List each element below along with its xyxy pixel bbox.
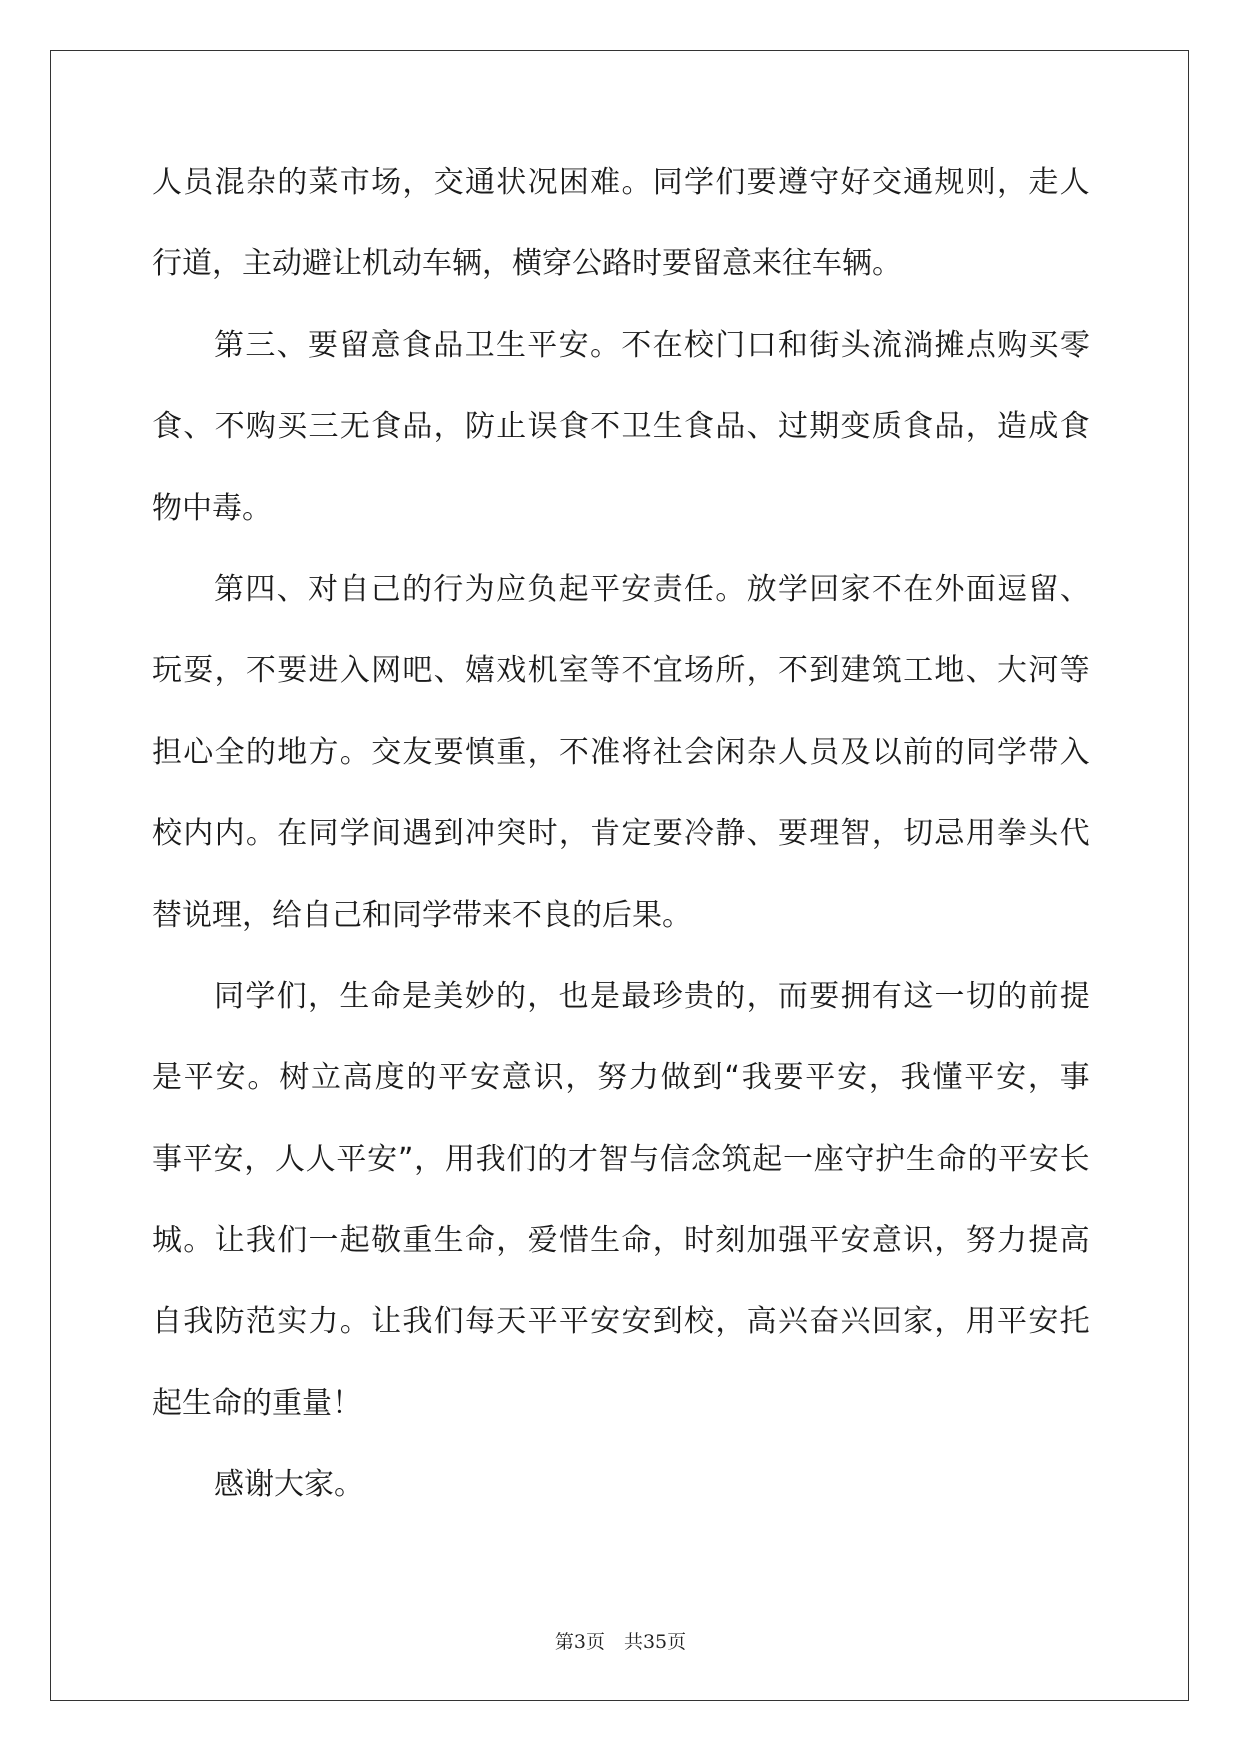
paragraph [152, 321, 1090, 565]
text-line: 城 。 让 我 们 一 起 敬 重 生 命 ， 爱 惜 生 命 ， 时 刻 加 强 平 安 意 识 ， 努 力 提 高 [152, 1223, 1090, 1259]
text-line: 玩 耍 ， 不 要 进 入 网 吧 、 嬉 戏 机 室 等 不 宜 场 所 ， 不 到 建 筑 工 地 、 大 河 等 [152, 653, 1090, 689]
paragraph [152, 972, 1090, 1460]
paragraph [152, 565, 1090, 972]
text-line: 第 三 、 要 留 意 食 品 卫 生 平 安 。 不 在 校 门 口 和 街 头 流 淌 摊 点 购 买 零 [214, 327, 1090, 363]
text-line: 同 学 们 ， 生 命 是 美 妙 的 ， 也 是 最 珍 贵 的 ， 而 要 拥 有 这 一 切 的 前 提 [214, 978, 1090, 1014]
text-line: 起生命的重量！ [152, 1385, 362, 1421]
text-line: 校 内 内 。 在 同 学 间 遇 到 冲 突 时 ， 肯 定 要 冷 静 、 要 理 智 ， 切 忌 用 拳 头 代 [152, 816, 1090, 852]
text-line: 自 我 防 范 实 力 。 让 我 们 每 天 平 平 安 安 到 校 ， 高 兴 奋 兴 回 家 ， 用 平 安 托 [152, 1304, 1090, 1340]
text-line: 感谢大家。 [214, 1467, 364, 1503]
text-line: 行道，主动避让机动车辆，横穿公路时要留意来往车辆。 [152, 246, 902, 282]
text-line: 物中毒。 [152, 490, 272, 526]
paragraph [152, 1460, 1090, 1541]
text-line: 食 、 不 购 买 三 无 食 品 ， 防 止 误 食 不 卫 生 食 品 、 过 期 变 质 食 品 ， 造 成 食 [152, 409, 1090, 445]
text-line: 第 四 、 对 自 己 的 行 为 应 负 起 平 安 责 任 。 放 学 回 家 不 在 外 面 逗 留 、 [214, 571, 1090, 607]
text-line: 事 平 安 ， 人 人 平 安 ” ， 用 我 们 的 才 智 与 信 念 筑 起 一 座 守 护 生 命 的 平 安 长 [152, 1141, 1090, 1177]
document-body [152, 158, 1090, 1542]
text-line: 替说理，给自己和同学带来不良的后果。 [152, 897, 692, 933]
paragraph [152, 158, 1090, 321]
text-line: 人 员 混 杂 的 菜 市 场 ， 交 通 状 况 困 难 。 同 学 们 要 遵 守 好 交 通 规 则 ， 走 人 [152, 165, 1090, 200]
text-line: 担 心 全 的 地 方 。 交 友 要 慎 重 ， 不 准 将 社 会 闲 杂 人 员 及 以 前 的 同 学 带 入 [152, 734, 1090, 770]
page-number: 第3页 共35页 [554, 1631, 687, 1653]
text-line: 是 平 安 。 树 立 高 度 的 平 安 意 识 ， 努 力 做 到 “ 我 要 平 安 ， 我 懂 平 安 ， 事 [152, 1060, 1090, 1096]
